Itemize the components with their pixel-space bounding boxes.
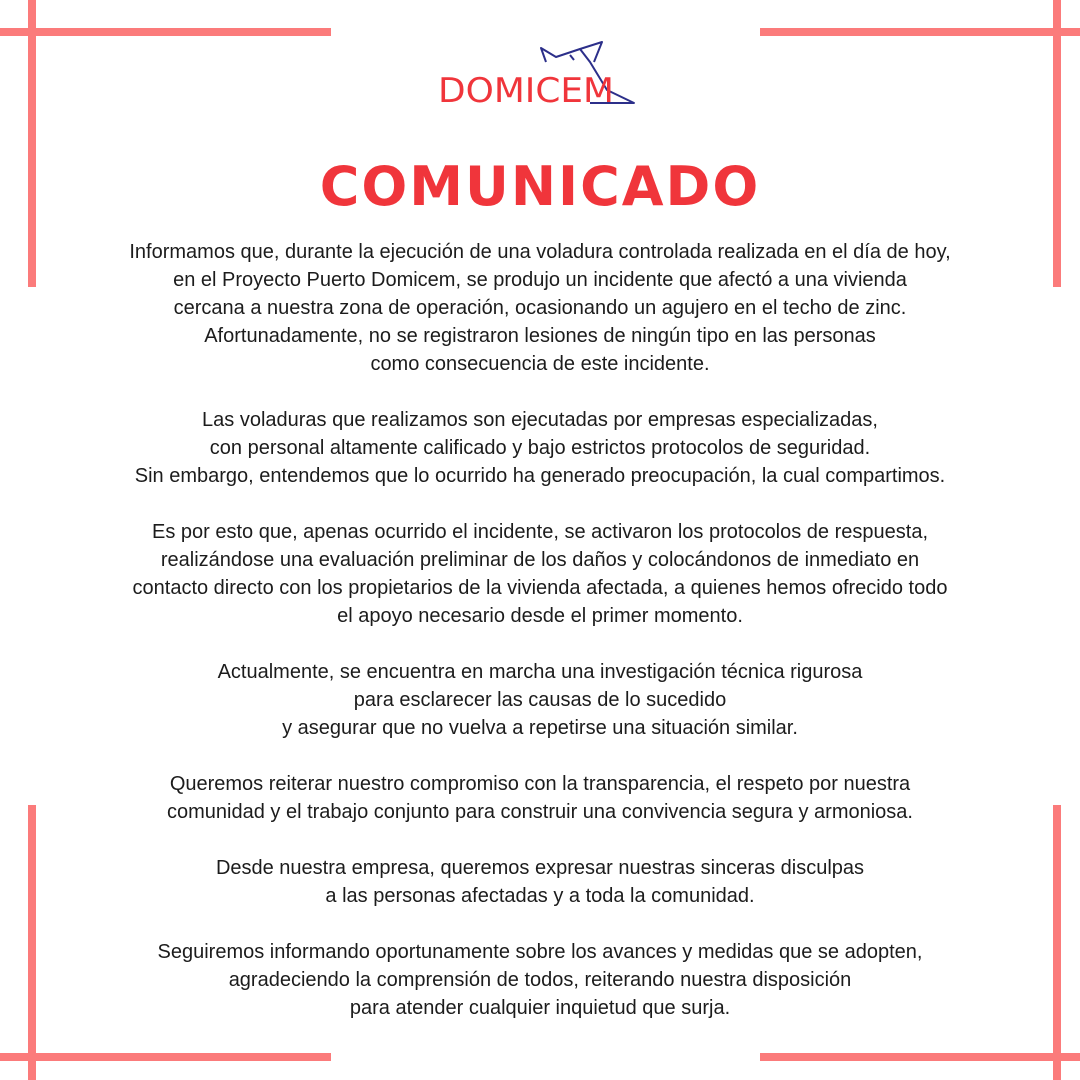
paragraph [40, 770, 1040, 826]
paragraph-line: como consecuencia de este incidente. [370, 353, 710, 375]
paragraph [40, 406, 1040, 490]
paragraph-line: cercana a nuestra zona de operación, ocasionando un agujero en el techo de zinc. [173, 297, 907, 319]
paragraph-line: Queremos reiterar nuestro compromiso con la transparencia, el respeto por nuestra [169, 773, 911, 795]
paragraph [40, 938, 1040, 1022]
paragraph [40, 518, 1040, 630]
frame-bottom-left-horizontal [0, 1053, 331, 1061]
paragraph-line: Seguiremos informando oportunamente sobre los avances y medidas que se adopten, [157, 941, 923, 963]
paragraph [40, 238, 1040, 378]
paragraph-line: comunidad y el trabajo conjunto para construir una convivencia segura y armoniosa. [167, 801, 913, 823]
paragraph-line: Desde nuestra empresa, queremos expresar nuestras sinceras disculpas [215, 857, 865, 879]
paragraph-line: contacto directo con los propietarios de la vivienda afectada, a quienes hemos ofrecido todo [132, 577, 948, 599]
frame-bottom-right-vertical [1053, 805, 1061, 1080]
paragraph-line: Las voladuras que realizamos son ejecutadas por empresas especializadas, [202, 409, 878, 431]
paragraph-line: y asegurar que no vuelva a repetirse una situación similar. [282, 717, 798, 739]
paragraph-line: para esclarecer las causas de lo sucedido [353, 689, 727, 711]
paragraph-line: Actualmente, se encuentra en marcha una investigación técnica rigurosa [217, 661, 863, 683]
paragraph-line: para atender cualquier inquietud que surja. [349, 997, 731, 1019]
paragraph-line: el apoyo necesario desde el primer momento. [337, 605, 743, 627]
paragraph-line: Sin embargo, entendemos que lo ocurrido ha generado preocupación, la cual compartimos. [134, 465, 946, 487]
paragraph-line: Informamos que, durante la ejecución de una voladura controlada realizada en el día de hoy, [129, 241, 951, 263]
paragraph [40, 658, 1040, 742]
paragraph-line: a las personas afectadas y a toda la comunidad. [325, 885, 755, 907]
paragraph [40, 854, 1040, 910]
statement-body [40, 238, 1040, 1050]
frame-bottom-left-vertical [28, 805, 36, 1080]
company-logo [0, 40, 1080, 112]
paragraph-line: con personal altamente calificado y bajo estrictos protocolos de seguridad. [209, 437, 871, 459]
paragraph-line: agradeciendo la comprensión de todos, reiterando nuestra disposición [228, 969, 852, 991]
paragraph-line: en el Proyecto Puerto Domicem, se produjo un incidente que afectó a una vivienda [173, 269, 907, 291]
paragraph-line: Afortunadamente, no se registraron lesiones de ningún tipo en las personas [204, 325, 876, 347]
domicem-logo [430, 40, 650, 112]
page-title: COMUNICADO [319, 155, 761, 218]
paragraph-line: Es por esto que, apenas ocurrido el incidente, se activaron los protocolos de respuesta, [151, 521, 928, 543]
frame-bottom-right-horizontal [760, 1053, 1080, 1061]
paragraph-line: realizándose una evaluación preliminar de los daños y colocándonos de inmediato en [160, 549, 920, 571]
frame-top-left-horizontal [0, 28, 331, 36]
frame-top-right-horizontal [760, 28, 1080, 36]
logo-wordmark: DOMICEM [438, 71, 614, 111]
